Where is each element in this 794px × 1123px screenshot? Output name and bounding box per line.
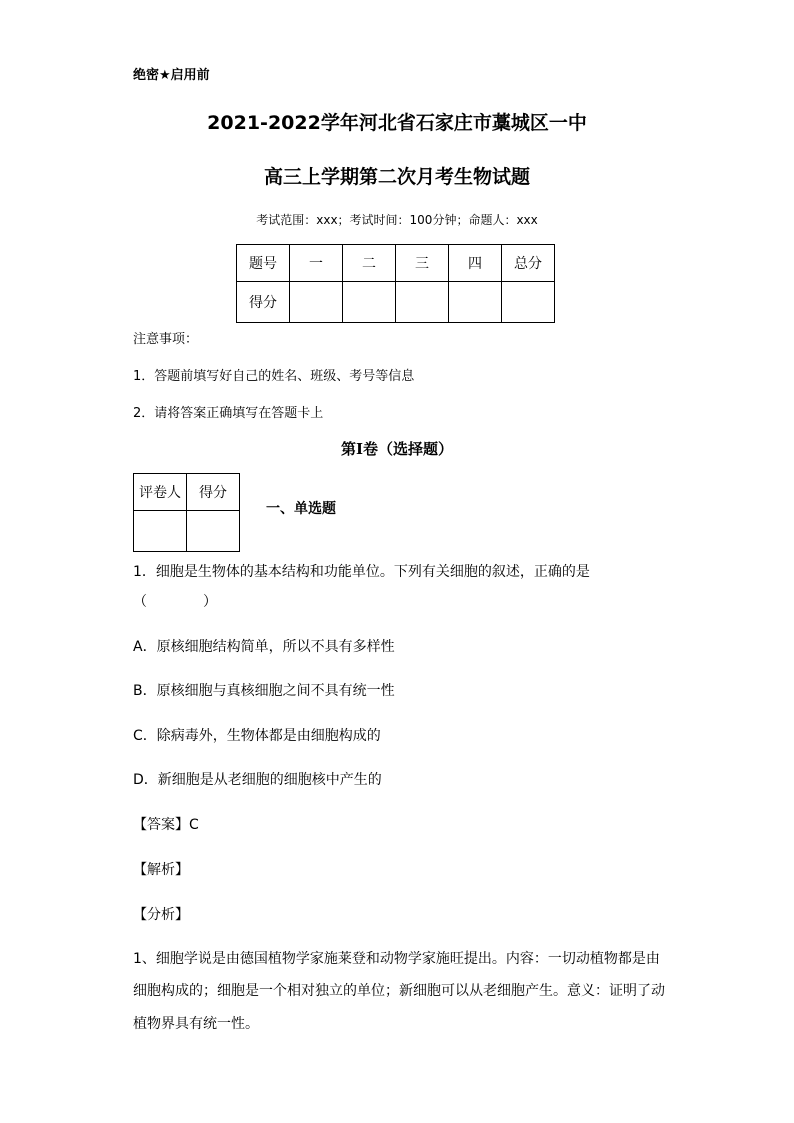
score-table-cell: 题号	[237, 245, 290, 282]
analysis-sub-label: 【分析】	[133, 907, 189, 923]
part-title: 第I卷（选择题）	[340, 440, 454, 458]
analysis-paragraph-line: 细胞构成的；细胞是一个相对独立的单位；新细胞可以从老细胞产生。意义：证明了动	[133, 983, 665, 999]
option-d: D．新细胞是从老细胞的细胞核中产生的	[133, 772, 382, 788]
grader-table-header-row	[134, 474, 240, 511]
confidential-label: 绝密★启用前	[133, 68, 210, 83]
grader-table	[133, 473, 240, 552]
answer-label: 【答案】C	[133, 817, 199, 833]
analysis-label: 【解析】	[133, 862, 189, 878]
score-table-cell: 一	[290, 245, 343, 282]
grader-field[interactable]	[134, 511, 187, 552]
score-field[interactable]	[502, 282, 555, 323]
option-b: B．原核细胞与真核细胞之间不具有统一性	[133, 683, 395, 699]
grader-table-input-row	[134, 511, 240, 552]
option-c: C．除病毒外，生物体都是由细胞构成的	[133, 728, 381, 744]
analysis-paragraph-line: 1、细胞学说是由德国植物学家施莱登和动物学家施旺提出。内容：一切动植物都是由	[133, 951, 660, 967]
score-table-cell: 总分	[502, 245, 555, 282]
score-field[interactable]	[449, 282, 502, 323]
analysis-paragraph-line: 植物界具有统一性。	[133, 1016, 259, 1032]
grader-label: 评卷人	[134, 474, 187, 511]
score-table	[236, 244, 555, 323]
question-stem: 1．细胞是生物体的基本结构和功能单位。下列有关细胞的叙述，正确的是	[133, 564, 590, 580]
note-item: 1．答题前填写好自己的姓名、班级、考号等信息	[133, 369, 415, 384]
score-field[interactable]	[396, 282, 449, 323]
exam-title-line2: 高三上学期第二次月考生物试题	[263, 166, 530, 188]
section-heading: 一、单选题	[266, 501, 336, 517]
grader-score-label: 得分	[187, 474, 240, 511]
score-field[interactable]	[343, 282, 396, 323]
score-table-cell: 二	[343, 245, 396, 282]
score-table-cell: 四	[449, 245, 502, 282]
exam-title-line1: 2021-2022学年河北省石家庄市藁城区一中	[207, 112, 587, 134]
notes-title: 注意事项：	[133, 332, 199, 347]
option-a: A．原核细胞结构简单，所以不具有多样性	[133, 639, 395, 655]
score-table-cell: 三	[396, 245, 449, 282]
score-table-header-row	[237, 245, 555, 282]
answer-blank: （ ）	[133, 594, 217, 610]
note-item: 2．请将答案正确填写在答题卡上	[133, 406, 324, 421]
score-table-score-row	[237, 282, 555, 323]
exam-info: 考试范围：xxx；考试时间：100分钟；命题人：xxx	[256, 213, 538, 227]
grader-score-field[interactable]	[187, 511, 240, 552]
score-table-label: 得分	[237, 282, 290, 323]
score-field[interactable]	[290, 282, 343, 323]
